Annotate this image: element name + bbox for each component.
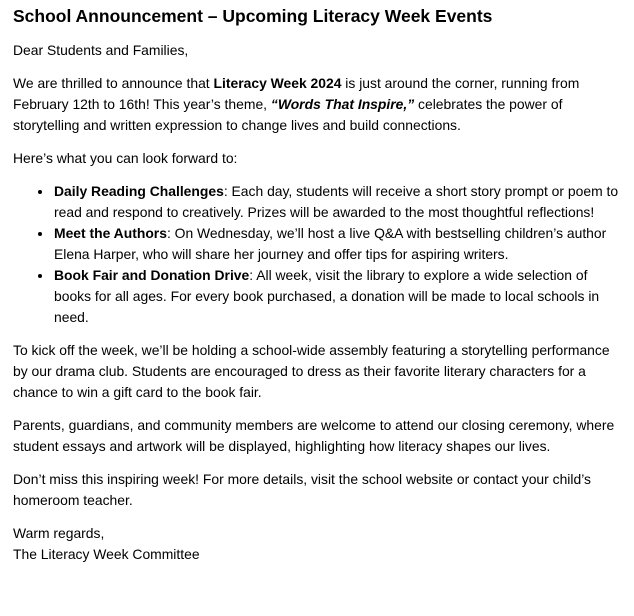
text-run: is just around the corner, running from February 12th to 16th! This year’s theme, — [13, 75, 580, 112]
bullet-item — [53, 265, 620, 328]
paragraph — [13, 415, 620, 457]
paragraph — [13, 148, 620, 169]
text-run: Dear Students and Families, — [13, 42, 189, 58]
text-run: “Words That Inspire,” — [270, 96, 415, 112]
text-run: We are thrilled to announce that — [13, 75, 214, 91]
paragraph — [13, 40, 620, 61]
text-run: : Each day, students will receive a short story prompt or poem to read and respond to creatively. Prizes will be awarded to the most thoughtful reflections! — [54, 183, 619, 220]
bullet-list — [13, 181, 620, 328]
paragraph — [13, 73, 620, 136]
text-run: Warm regards, — [13, 525, 105, 541]
bullet-item — [53, 223, 620, 265]
text-run: Daily Reading Challenges — [54, 183, 224, 199]
text-run: celebrates the power of storytelling and written expression to change lives and build connections. — [13, 96, 563, 133]
text-run: Parents, guardians, and community members are welcome to attend our closing ceremony, where student essays and artwork will be displayed, highlighting how literacy shapes our lives. — [13, 417, 615, 454]
document-title: School Announcement – Upcoming Literacy Week Events — [13, 6, 493, 26]
paragraph — [13, 469, 620, 511]
text-run: Meet the Authors — [54, 225, 167, 241]
text-run: : On Wednesday, we’ll host a live Q&A with bestselling children’s author Elena Harper, who will share her journey and offer tips for aspiring writers. — [54, 225, 607, 262]
paragraph — [13, 523, 620, 565]
text-run: Here’s what you can look forward to: — [13, 150, 238, 166]
paragraph — [13, 340, 620, 403]
text-run: To kick off the week, we’ll be holding a school-wide assembly featuring a storytelling performance by our drama club. Students are encouraged to dress as their favorite literary characters for a chance to win a gift card to the book fair. — [13, 342, 610, 400]
text-run: Book Fair and Donation Drive — [54, 267, 250, 283]
text-run: Literacy Week 2024 — [213, 75, 342, 91]
text-run: The Literacy Week Committee — [13, 546, 200, 562]
text-run: Don’t miss this inspiring week! For more details, visit the school website or contact your child’s homeroom teacher. — [13, 471, 591, 508]
bullet-item — [53, 181, 620, 223]
text-run: : All week, visit the library to explore a wide selection of books for all ages. For every book purchased, a donation will be made to local schools in need. — [54, 267, 600, 325]
document-body — [13, 40, 620, 565]
